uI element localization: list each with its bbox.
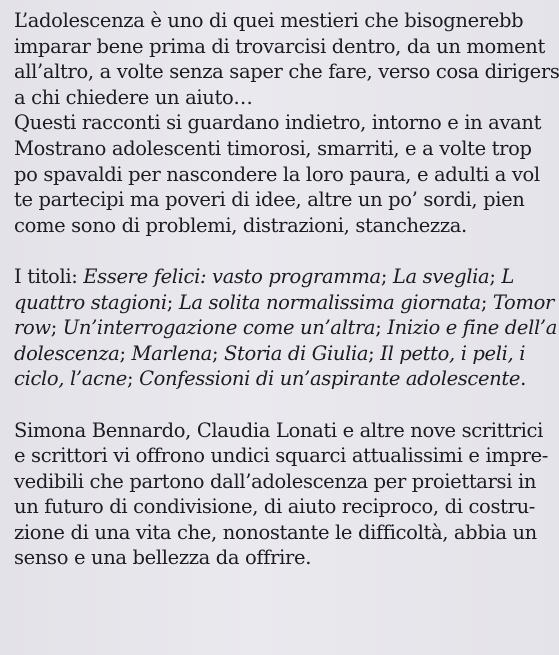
text-line: Mostrano adolescenti timorosi, smarriti, e a volte trop bbox=[14, 136, 532, 160]
story-title: Il petto, i peli, i bbox=[380, 341, 526, 365]
story-title: Inizio e fine dell’a bbox=[387, 316, 558, 340]
story-title: La sveglia bbox=[392, 264, 490, 288]
story-title: Essere felici: vasto programma bbox=[83, 264, 381, 288]
text-line: L’adolescenza è uno di quei mestieri che bisognerebb bbox=[14, 9, 524, 32]
story-title: Storia di Giulia bbox=[224, 341, 369, 365]
blurb-text bbox=[14, 8, 559, 571]
paragraph-spacer bbox=[14, 392, 559, 418]
story-title: La solita normalissima giornata bbox=[178, 290, 481, 314]
separator: ; bbox=[380, 264, 393, 288]
text-line bbox=[14, 264, 559, 290]
paragraph-titles bbox=[14, 264, 559, 392]
story-title: Un’interrogazione come un’altra bbox=[62, 316, 376, 340]
text-line bbox=[14, 366, 559, 392]
text-line: Simona Bennardo, Claudia Lonati e altre nove scrittrici bbox=[14, 418, 543, 442]
story-title: Confessioni di un’aspirante adolescente bbox=[139, 367, 521, 391]
story-title: quattro stagioni bbox=[14, 290, 167, 314]
text-line: all’altro, a volte senza saper che fare, verso cosa dirigers bbox=[14, 60, 559, 84]
titles-label: I titoli: bbox=[14, 264, 84, 288]
separator: ; bbox=[489, 264, 502, 288]
text-line: senso e una bellezza da offrire. bbox=[14, 546, 312, 570]
story-title: L bbox=[501, 264, 514, 288]
paragraph-spacer bbox=[14, 238, 559, 264]
separator: ; bbox=[50, 316, 63, 340]
text-line bbox=[14, 315, 559, 341]
story-title: Marlena bbox=[131, 341, 212, 365]
separator: ; bbox=[368, 341, 381, 365]
text-line: vedibili che partono dall’adolescenza per proiettarsi in bbox=[14, 469, 537, 493]
separator: . bbox=[520, 367, 526, 391]
separator: ; bbox=[119, 341, 132, 365]
text-line: un futuro di condivisione, di aiuto reciproco, di costru- bbox=[14, 495, 536, 519]
text-line: imparar bene prima di trovarcisi dentro, da un moment bbox=[14, 34, 545, 58]
separator: ; bbox=[166, 290, 179, 314]
story-title: ciclo, l’acne bbox=[14, 367, 127, 391]
story-title: dolescenza bbox=[14, 341, 120, 365]
story-title: row bbox=[14, 316, 51, 340]
separator: ; bbox=[375, 316, 388, 340]
text-line: zione di una vita che, nonostante le difficoltà, abbia un bbox=[14, 520, 537, 544]
story-title: Tomor bbox=[492, 290, 554, 314]
paragraph-authors bbox=[14, 418, 559, 572]
text-line bbox=[14, 341, 559, 367]
separator: ; bbox=[211, 341, 225, 365]
text-line: te partecipi ma poveri di idee, altre un po’ sordi, pien bbox=[14, 188, 525, 212]
text-line: a chi chiedere un aiuto… bbox=[14, 85, 253, 109]
text-line bbox=[14, 290, 559, 316]
separator: ; bbox=[480, 290, 493, 314]
text-line: come sono di problemi, distrazioni, stanchezza. bbox=[14, 213, 467, 237]
separator: ; bbox=[126, 367, 140, 391]
text-line: e scrittori vi offrono undici squarci attualissimi e impre- bbox=[14, 444, 549, 468]
text-line: Questi racconti si guardano indietro, intorno e in avant bbox=[14, 111, 542, 135]
text-line: po spavaldi per nascondere la loro paura, e adulti a vol bbox=[14, 162, 540, 186]
paragraph-intro bbox=[14, 8, 559, 238]
